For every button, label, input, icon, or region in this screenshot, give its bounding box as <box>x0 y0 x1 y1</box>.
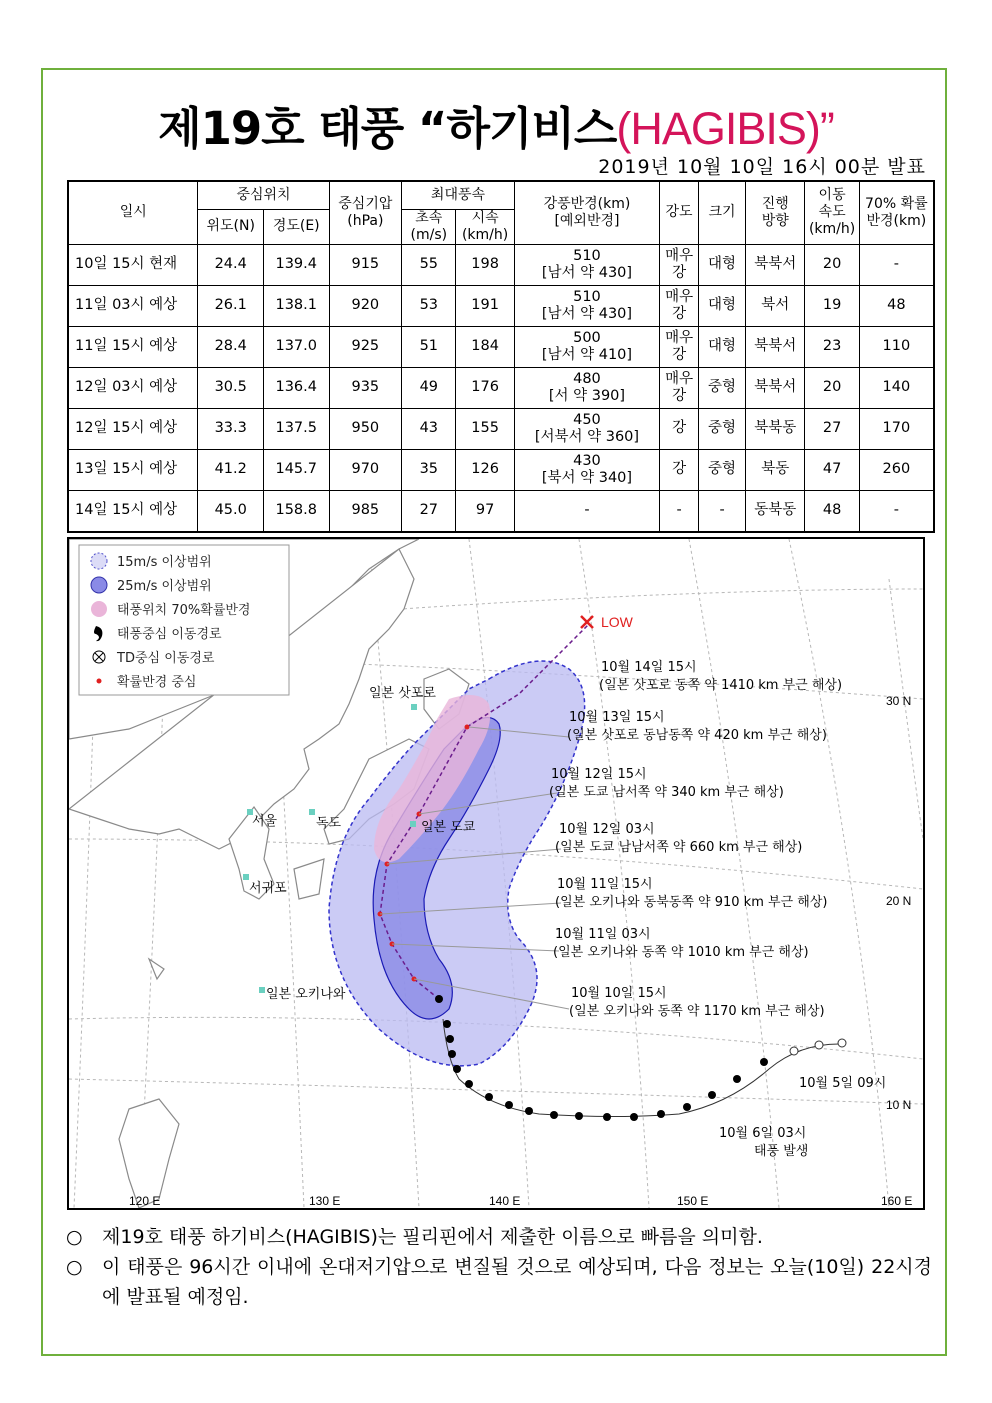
cell-lon: 145.7 <box>263 449 329 490</box>
cell-radius: 510 [남서 약 430] <box>514 285 659 326</box>
title-main: 제19호 태풍 “하기비스 <box>158 102 617 155</box>
cell-intensity: - <box>660 490 699 532</box>
cell-kmh: 184 <box>456 326 514 367</box>
cell-kmh: 126 <box>456 449 514 490</box>
table-row <box>68 326 934 367</box>
cell-size: 대형 <box>699 326 746 367</box>
header-intensity: 강도 <box>660 181 699 244</box>
map-svg <box>69 539 923 1208</box>
header-lon: 경도(E) <box>263 209 329 244</box>
legend-center: 확률반경 중심 <box>117 675 197 690</box>
cell-radius: - <box>514 490 659 532</box>
note-text: 제19호 태풍 하기비스(HAGIBIS)는 필리핀에서 제출한 이름으로 빠름을 의미함. <box>102 1226 763 1248</box>
cell-lat: 24.4 <box>198 244 264 285</box>
forecast-desc-2: (일본 도쿄 남서쪽 약 340 km 부근 해상) <box>549 785 784 800</box>
note-1 <box>66 1222 932 1252</box>
forecast-desc-4: (일본 오키나와 동북동쪽 약 910 km 부근 해상) <box>555 895 828 910</box>
lat-30: 30 N <box>886 694 912 708</box>
lon-120: 120 E <box>129 1194 161 1208</box>
header-radius: 강풍반경(km) [예외반경] <box>514 181 659 244</box>
cell-lat: 41.2 <box>198 449 264 490</box>
forecast-desc-0: (일본 삿포로 동쪽 약 1410 km 부근 해상) <box>599 678 843 693</box>
issue-time: 2019년 10월 10일 16시 00분 발표 <box>598 156 926 178</box>
cell-lon: 137.5 <box>263 408 329 449</box>
table-row <box>68 490 934 532</box>
cell-prob: - <box>859 244 934 285</box>
low-label: LOW <box>601 614 633 630</box>
cell-lat: 30.5 <box>198 367 264 408</box>
header-ms: 초속 (m/s) <box>402 209 456 244</box>
note-bullet: ○ <box>66 1256 83 1278</box>
cell-prob: 170 <box>859 408 934 449</box>
cell-dir: 동북동 <box>746 490 805 532</box>
forecast-date-4: 10월 11일 15시 <box>557 877 653 892</box>
title-english: (HAGIBIS)” <box>616 103 834 154</box>
header-max-wind: 최대풍속 <box>402 181 515 209</box>
typhoon-forecast-table <box>67 180 935 533</box>
cell-lon: 139.4 <box>263 244 329 285</box>
cell-prob: 260 <box>859 449 934 490</box>
cell-dir: 북서 <box>746 285 805 326</box>
cell-pres: 935 <box>329 367 402 408</box>
cell-lon: 136.4 <box>263 367 329 408</box>
cell-dir: 북북동 <box>746 408 805 449</box>
cell-speed: 48 <box>805 490 859 532</box>
cell-prob: - <box>859 490 934 532</box>
cell-lon: 158.8 <box>263 490 329 532</box>
cell-ms: 35 <box>402 449 456 490</box>
table-row <box>68 367 934 408</box>
header-lat: 위도(N) <box>198 209 264 244</box>
cell-pres: 950 <box>329 408 402 449</box>
place-seogwipo: 서귀포 <box>249 881 287 896</box>
header-speed: 이동 속도 (km/h) <box>805 181 859 244</box>
cell-pres: 970 <box>329 449 402 490</box>
table-row <box>68 285 934 326</box>
place-seoul: 서울 <box>252 814 278 829</box>
forecast-date-3: 10월 12일 03시 <box>559 822 655 837</box>
cell-speed: 23 <box>805 326 859 367</box>
table-row <box>68 244 934 285</box>
cell-speed: 19 <box>805 285 859 326</box>
cell-radius: 430 [북서 약 340] <box>514 449 659 490</box>
forecast-desc-5: (일본 오키나와 동쪽 약 1010 km 부근 해상) <box>553 945 809 960</box>
typhoon-track-map <box>67 537 925 1210</box>
cell-radius: 450 [서북서 약 360] <box>514 408 659 449</box>
cell-size: 대형 <box>699 244 746 285</box>
lon-150: 150 E <box>677 1194 709 1208</box>
forecast-desc-1: (일본 삿포로 동남동쪽 약 420 km 부근 해상) <box>567 728 827 743</box>
cell-lat: 33.3 <box>198 408 264 449</box>
header-direction: 진행 방향 <box>746 181 805 244</box>
cell-ms: 55 <box>402 244 456 285</box>
note-2 <box>66 1252 932 1312</box>
table-row <box>68 408 934 449</box>
cell-intensity: 강 <box>660 449 699 490</box>
cell-intensity: 매우 강 <box>660 244 699 285</box>
cell-dir: 북북서 <box>746 367 805 408</box>
cell-ms: 53 <box>402 285 456 326</box>
legend-td: TD중심 이동경로 <box>117 651 215 666</box>
header-center: 중심위치 <box>198 181 329 209</box>
cell-time: 12일 03시 예상 <box>68 367 198 408</box>
cell-time: 11일 03시 예상 <box>68 285 198 326</box>
lat-10: 10 N <box>886 1098 912 1112</box>
cell-lon: 137.0 <box>263 326 329 367</box>
header-time: 일시 <box>68 181 198 244</box>
cell-dir: 북동 <box>746 449 805 490</box>
cell-kmh: 155 <box>456 408 514 449</box>
cell-lat: 28.4 <box>198 326 264 367</box>
cell-ms: 51 <box>402 326 456 367</box>
map-legend <box>79 545 289 695</box>
cell-speed: 47 <box>805 449 859 490</box>
lon-140: 140 E <box>489 1194 521 1208</box>
legend-wind25: 25m/s 이상범위 <box>117 579 212 594</box>
header-kmh: 시속 (km/h) <box>456 209 514 244</box>
cell-pres: 985 <box>329 490 402 532</box>
cell-dir: 북북서 <box>746 326 805 367</box>
place-okinawa: 일본 오키나와 <box>266 987 346 1002</box>
place-dokdo: 독도 <box>316 816 342 831</box>
past-label-2a: 10월 6일 03시 <box>719 1126 807 1141</box>
cell-prob: 110 <box>859 326 934 367</box>
header-size: 크기 <box>699 181 746 244</box>
legend-icon-wind25 <box>91 577 107 593</box>
cell-intensity: 매우 강 <box>660 367 699 408</box>
forecast-date-5: 10월 11일 03시 <box>555 927 651 942</box>
cell-prob: 48 <box>859 285 934 326</box>
place-sapporo: 일본 삿포로 <box>369 686 436 701</box>
legend-track: 태풍중심 이동경로 <box>117 627 222 642</box>
header-pressure: 중심기압 (hPa) <box>329 181 402 244</box>
cell-lat: 45.0 <box>198 490 264 532</box>
past-label-1: 10월 5일 09시 <box>799 1076 887 1091</box>
cell-intensity: 매우 강 <box>660 285 699 326</box>
note-text: 이 태풍은 96시간 이내에 온대저기압으로 변질될 것으로 예상되며, 다음 정보는 오늘(10일) 22시경에 발표될 예정임. <box>102 1256 932 1308</box>
note-bullet: ○ <box>66 1226 83 1248</box>
cell-ms: 43 <box>402 408 456 449</box>
cell-kmh: 176 <box>456 367 514 408</box>
cell-speed: 27 <box>805 408 859 449</box>
cell-kmh: 198 <box>456 244 514 285</box>
notes <box>66 1222 932 1312</box>
cell-pres: 915 <box>329 244 402 285</box>
cell-intensity: 매우 강 <box>660 326 699 367</box>
cell-size: - <box>699 490 746 532</box>
cell-dir: 북북서 <box>746 244 805 285</box>
page-title <box>0 92 992 157</box>
cell-pres: 925 <box>329 326 402 367</box>
lat-20: 20 N <box>886 894 912 908</box>
cell-size: 중형 <box>699 449 746 490</box>
cell-ms: 27 <box>402 490 456 532</box>
lon-160: 160 E <box>881 1194 913 1208</box>
cell-kmh: 97 <box>456 490 514 532</box>
cell-time: 14일 15시 예상 <box>68 490 198 532</box>
cell-lat: 26.1 <box>198 285 264 326</box>
legend-prob: 태풍위치 70%확률반경 <box>117 603 251 618</box>
cell-size: 대형 <box>699 285 746 326</box>
cell-size: 중형 <box>699 408 746 449</box>
place-tokyo: 일본 도쿄 <box>421 820 476 835</box>
cell-lon: 138.1 <box>263 285 329 326</box>
table-row <box>68 449 934 490</box>
cell-time: 12일 15시 예상 <box>68 408 198 449</box>
forecast-desc-6: (일본 오키나와 동쪽 약 1170 km 부근 해상) <box>569 1004 825 1019</box>
forecast-date-6: 10월 10일 15시 <box>571 986 667 1001</box>
cell-speed: 20 <box>805 244 859 285</box>
cell-prob: 140 <box>859 367 934 408</box>
legend-icon-td <box>93 651 105 663</box>
cell-time: 10일 15시 현재 <box>68 244 198 285</box>
forecast-desc-3: (일본 도쿄 남남서쪽 약 660 km 부근 해상) <box>555 840 803 855</box>
cell-time: 13일 15시 예상 <box>68 449 198 490</box>
cell-radius: 510 [남서 약 430] <box>514 244 659 285</box>
cell-kmh: 191 <box>456 285 514 326</box>
cell-radius: 500 [남서 약 410] <box>514 326 659 367</box>
forecast-date-2: 10월 12일 15시 <box>551 767 647 782</box>
forecast-date-1: 10월 13일 15시 <box>569 710 665 725</box>
header-prob-radius: 70% 확률 반경(km) <box>859 181 934 244</box>
legend-wind15: 15m/s 이상범위 <box>117 555 212 570</box>
forecast-date-0: 10월 14일 15시 <box>601 660 697 675</box>
cell-ms: 49 <box>402 367 456 408</box>
cell-speed: 20 <box>805 367 859 408</box>
cell-time: 11일 15시 예상 <box>68 326 198 367</box>
cell-radius: 480 [서 약 390] <box>514 367 659 408</box>
cell-intensity: 강 <box>660 408 699 449</box>
lon-130: 130 E <box>309 1194 341 1208</box>
past-label-2b: 태풍 발생 <box>754 1144 809 1159</box>
cell-pres: 920 <box>329 285 402 326</box>
legend-icon-center <box>97 679 102 684</box>
legend-icon-wind15 <box>91 553 107 569</box>
legend-icon-prob <box>91 601 107 617</box>
cell-size: 중형 <box>699 367 746 408</box>
